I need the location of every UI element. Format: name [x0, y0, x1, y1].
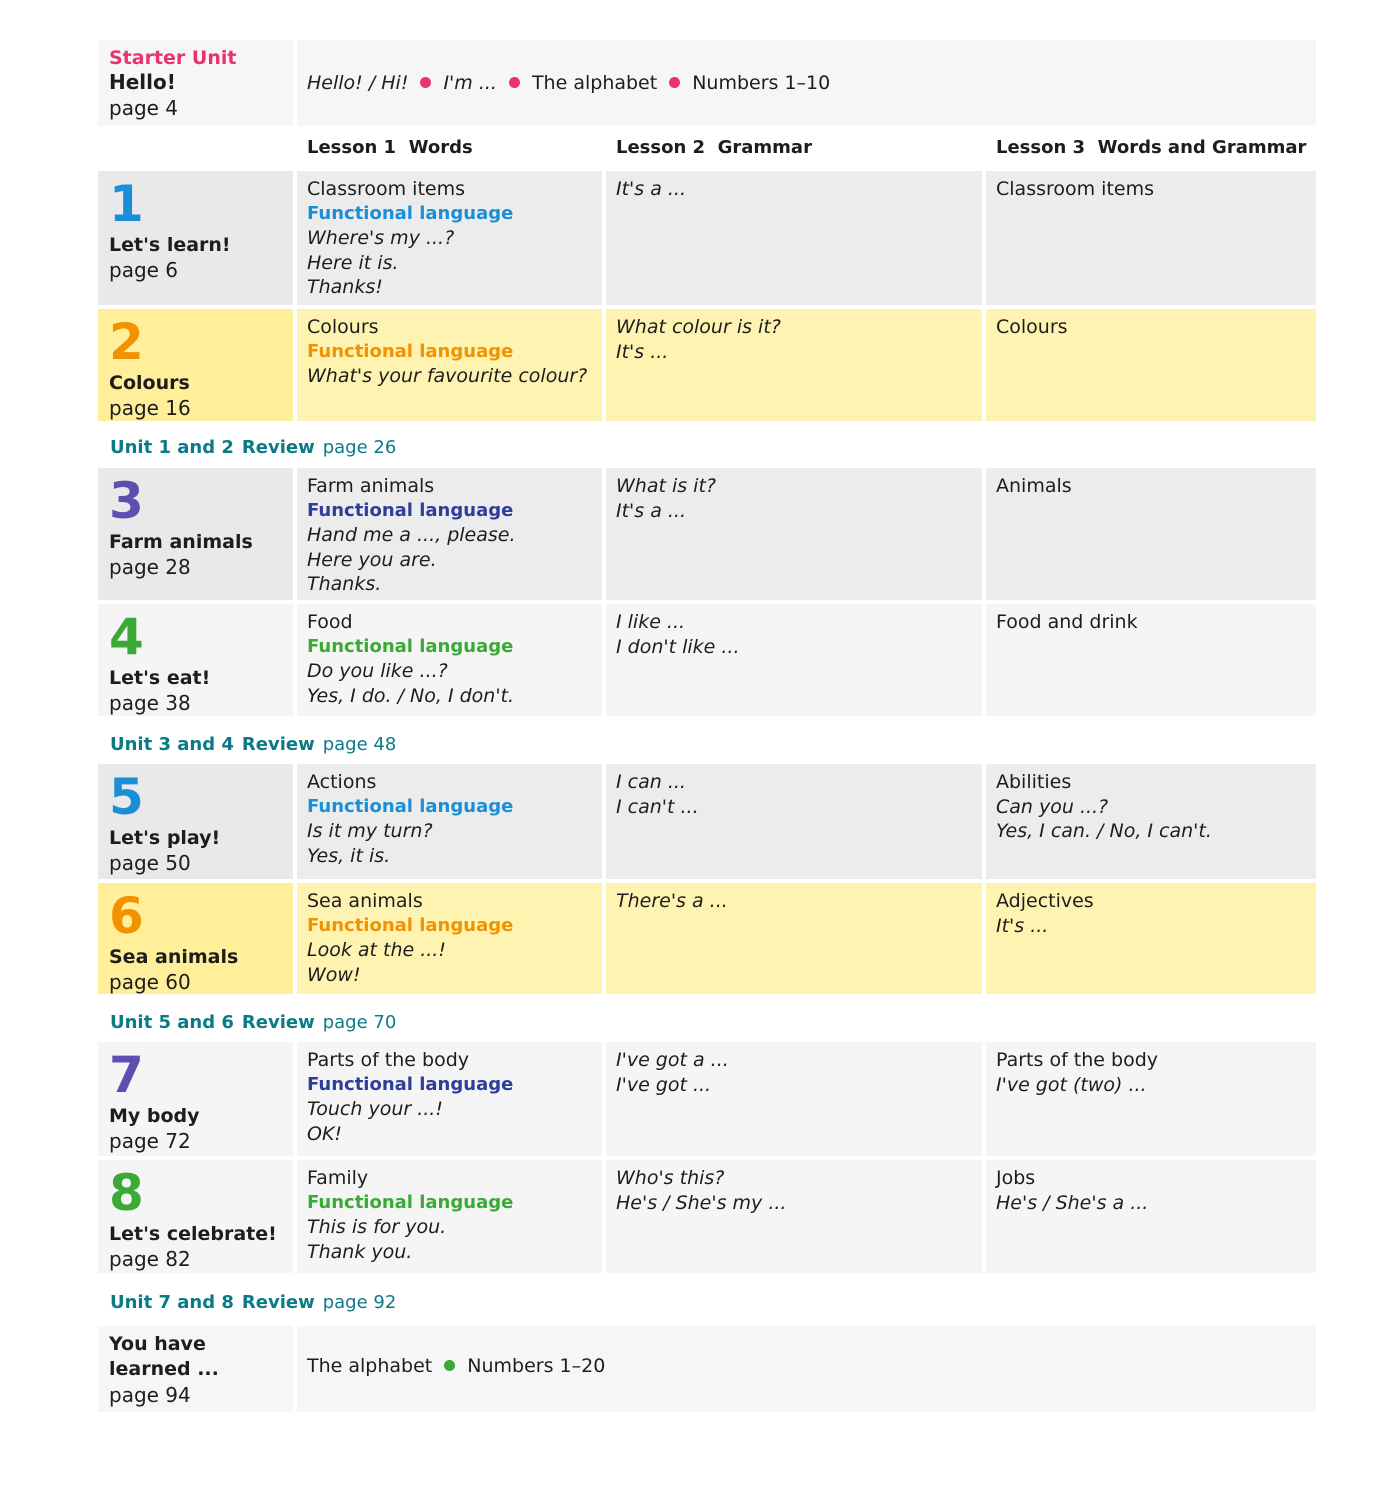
lesson2-cell — [606, 468, 982, 600]
lesson3-cell — [986, 764, 1316, 879]
functional-phrase: Where's my ...? — [307, 227, 455, 249]
unit-page: page 28 — [109, 555, 191, 579]
functional-language-label: Functional language — [307, 1191, 514, 1213]
functional-language-label: Functional language — [307, 914, 514, 936]
words-grammar-item: Jobs — [996, 1167, 1036, 1189]
functional-phrase: Thank you. — [307, 1240, 413, 1263]
grammar-item: It's a ... — [616, 499, 687, 522]
functional-phrase: Here you are. — [307, 548, 437, 571]
grammar-item: It's ... — [616, 340, 669, 363]
unit-title: Sea animals — [109, 946, 239, 968]
starter-item: The alphabet — [531, 72, 658, 94]
lesson2-cell — [606, 309, 982, 421]
functional-phrase: Yes, I do. / No, I don't. — [307, 684, 515, 707]
unit-cell — [98, 1042, 293, 1156]
grammar-item: I can ... — [616, 771, 686, 793]
lesson1-words: Food — [307, 611, 353, 633]
lesson1-words: Family — [307, 1167, 369, 1189]
lesson1-cell — [297, 1160, 602, 1273]
lesson1-cell — [297, 468, 602, 600]
words-grammar-item: Can you ...? — [996, 795, 1109, 818]
lesson3-cell — [986, 1042, 1316, 1156]
final-unit-cell — [98, 1326, 293, 1412]
lesson2-cell — [606, 764, 982, 879]
final-row — [98, 1326, 1316, 1412]
functional-language-label: Functional language — [307, 340, 514, 362]
unit-title: Let's learn! — [109, 234, 231, 256]
functional-phrase: Do you like ...? — [307, 660, 448, 682]
functional-phrase: Look at the ...! — [307, 939, 446, 961]
starter-item: Numbers 1–10 — [692, 72, 831, 94]
starter-label: Starter Unit — [109, 47, 237, 69]
unit-row — [98, 883, 1316, 994]
review-label: Review — [241, 1012, 315, 1033]
unit-page: page 38 — [109, 691, 191, 715]
lesson2-cell — [606, 1160, 982, 1273]
words-grammar-item: Parts of the body — [996, 1049, 1159, 1071]
unit-page: page 82 — [109, 1247, 191, 1271]
final-title-line1: You have — [109, 1333, 206, 1355]
lesson1-cell — [297, 309, 602, 421]
bullet-dot-icon — [444, 1360, 455, 1371]
unit-row — [98, 171, 1316, 305]
review-page: page 26 — [322, 437, 397, 458]
lesson3-cell — [986, 468, 1316, 600]
words-grammar-item: Abilities — [996, 771, 1072, 793]
lesson1-words: Colours — [307, 316, 379, 338]
unit-title: Let's play! — [109, 827, 221, 849]
lesson1-cell — [297, 604, 602, 716]
review-units: Unit 5 and 6 — [110, 1012, 234, 1033]
starter-title: Hello! — [109, 70, 176, 94]
bullet-dot-icon — [420, 77, 431, 88]
functional-language-label: Functional language — [307, 635, 514, 657]
unit-title: Colours — [109, 372, 190, 394]
unit-page: page 50 — [109, 851, 191, 875]
words-grammar-item: Animals — [996, 475, 1072, 497]
functional-phrase: Is it my turn? — [307, 820, 433, 842]
words-grammar-item: Yes, I can. / No, I can't. — [996, 820, 1212, 842]
grammar-item: What is it? — [616, 475, 716, 497]
lesson3-cell — [986, 171, 1316, 305]
unit-cell — [98, 883, 293, 994]
lesson3-cell — [986, 309, 1316, 421]
unit-cell — [98, 468, 293, 600]
unit-row — [98, 309, 1316, 421]
review-units: Unit 3 and 4 — [110, 734, 234, 755]
starter-unit-cell — [98, 40, 293, 126]
grammar-item: He's / She's my ... — [616, 1191, 787, 1214]
grammar-item: I can't ... — [616, 795, 699, 818]
unit-row — [98, 1042, 1316, 1156]
starter-page: page 4 — [109, 96, 179, 120]
unit-cell — [98, 604, 293, 716]
unit-number: 1 — [109, 175, 142, 233]
functional-language-label: Functional language — [307, 1073, 514, 1095]
unit-page: page 16 — [109, 396, 191, 420]
final-title-line2: learned ... — [109, 1358, 219, 1380]
lesson1-cell — [297, 883, 602, 994]
unit-page: page 72 — [109, 1129, 191, 1153]
words-grammar-item: Colours — [996, 316, 1068, 338]
lesson1-words: Farm animals — [307, 475, 435, 497]
final-page: page 94 — [109, 1383, 191, 1407]
functional-phrase: OK! — [307, 1122, 343, 1145]
functional-phrase: Thanks! — [307, 276, 383, 298]
words-grammar-item: I've got (two) ... — [996, 1073, 1147, 1096]
functional-phrase: Here it is. — [307, 251, 399, 274]
final-content — [297, 1326, 1316, 1412]
review-page: page 48 — [322, 734, 397, 755]
header-lesson2: Lesson 2 Grammar — [616, 137, 812, 158]
unit-cell — [98, 764, 293, 879]
lesson1-words: Parts of the body — [307, 1049, 470, 1071]
lesson2-cell — [606, 604, 982, 716]
unit-title: Let's celebrate! — [109, 1223, 277, 1245]
lesson3-cell — [986, 604, 1316, 716]
starter-item: Hello! / Hi! — [307, 72, 409, 94]
review-line — [110, 1291, 396, 1315]
grammar-item: I've got ... — [616, 1073, 712, 1096]
words-grammar-item: Classroom items — [996, 178, 1155, 200]
bullet-dot-icon — [669, 77, 680, 88]
unit-number: 6 — [109, 887, 142, 945]
functional-phrase: Touch your ...! — [307, 1098, 443, 1120]
grammar-item: I like ... — [616, 611, 686, 633]
review-page: page 92 — [322, 1292, 397, 1313]
functional-phrase: Thanks. — [307, 573, 382, 595]
lesson2-cell — [606, 1042, 982, 1156]
review-units: Unit 1 and 2 — [110, 437, 234, 458]
unit-number: 2 — [109, 313, 142, 371]
unit-number: 4 — [109, 608, 142, 666]
review-units: Unit 7 and 8 — [110, 1292, 234, 1313]
final-item: The alphabet — [307, 1355, 433, 1377]
unit-row — [98, 468, 1316, 600]
lesson1-words: Actions — [307, 771, 377, 793]
lesson1-cell — [297, 764, 602, 879]
grammar-item: It's a ... — [616, 178, 687, 200]
lesson1-words: Classroom items — [307, 178, 466, 200]
functional-phrase: Yes, it is. — [307, 844, 391, 867]
grammar-item: There's a ... — [616, 890, 728, 912]
unit-number: 3 — [109, 472, 142, 530]
unit-page: page 60 — [109, 970, 191, 994]
unit-title: Farm animals — [109, 531, 253, 553]
functional-language-label: Functional language — [307, 795, 514, 817]
functional-phrase: This is for you. — [307, 1216, 447, 1238]
grammar-item: I've got a ... — [616, 1049, 729, 1071]
words-grammar-item: He's / She's a ... — [996, 1191, 1149, 1214]
review-label: Review — [241, 734, 315, 755]
review-label: Review — [241, 1292, 315, 1313]
unit-row — [98, 1160, 1316, 1273]
words-grammar-item: Food and drink — [996, 611, 1138, 633]
review-page: page 70 — [322, 1012, 397, 1033]
functional-phrase: Wow! — [307, 963, 361, 986]
words-grammar-item: Adjectives — [996, 890, 1094, 912]
unit-page: page 6 — [109, 258, 179, 282]
grammar-item: Who's this? — [616, 1167, 725, 1189]
functional-phrase: Hand me a ..., please. — [307, 524, 516, 546]
unit-row — [98, 604, 1316, 716]
unit-number: 8 — [109, 1164, 142, 1222]
grammar-item: What colour is it? — [616, 316, 781, 338]
functional-phrase: What's your favourite colour? — [307, 365, 588, 387]
unit-title: Let's eat! — [109, 667, 211, 689]
words-grammar-item: It's ... — [996, 914, 1049, 937]
review-line — [110, 436, 396, 460]
unit-number: 5 — [109, 768, 142, 826]
lesson3-cell — [986, 883, 1316, 994]
unit-cell — [98, 1160, 293, 1273]
unit-title: My body — [109, 1105, 200, 1127]
starter-item: I'm ... — [443, 72, 497, 94]
review-line — [110, 733, 396, 757]
functional-language-label: Functional language — [307, 202, 514, 224]
unit-cell — [98, 309, 293, 421]
lesson1-cell — [297, 171, 602, 305]
final-item: Numbers 1–20 — [467, 1355, 606, 1377]
bullet-dot-icon — [509, 77, 520, 88]
grammar-item: I don't like ... — [616, 635, 740, 658]
lesson2-cell — [606, 883, 982, 994]
lesson3-cell — [986, 1160, 1316, 1273]
starter-content — [297, 40, 1316, 126]
lesson2-cell — [606, 171, 982, 305]
header-lesson1: Lesson 1 Words — [307, 137, 473, 158]
lesson1-words: Sea animals — [307, 890, 423, 912]
review-line — [110, 1011, 396, 1035]
review-label: Review — [241, 437, 315, 458]
lesson1-cell — [297, 1042, 602, 1156]
unit-cell — [98, 171, 293, 305]
unit-number: 7 — [109, 1046, 142, 1104]
unit-row — [98, 764, 1316, 879]
starter-row — [98, 40, 1316, 126]
functional-language-label: Functional language — [307, 499, 514, 521]
header-lesson3: Lesson 3 Words and Grammar — [996, 137, 1307, 158]
